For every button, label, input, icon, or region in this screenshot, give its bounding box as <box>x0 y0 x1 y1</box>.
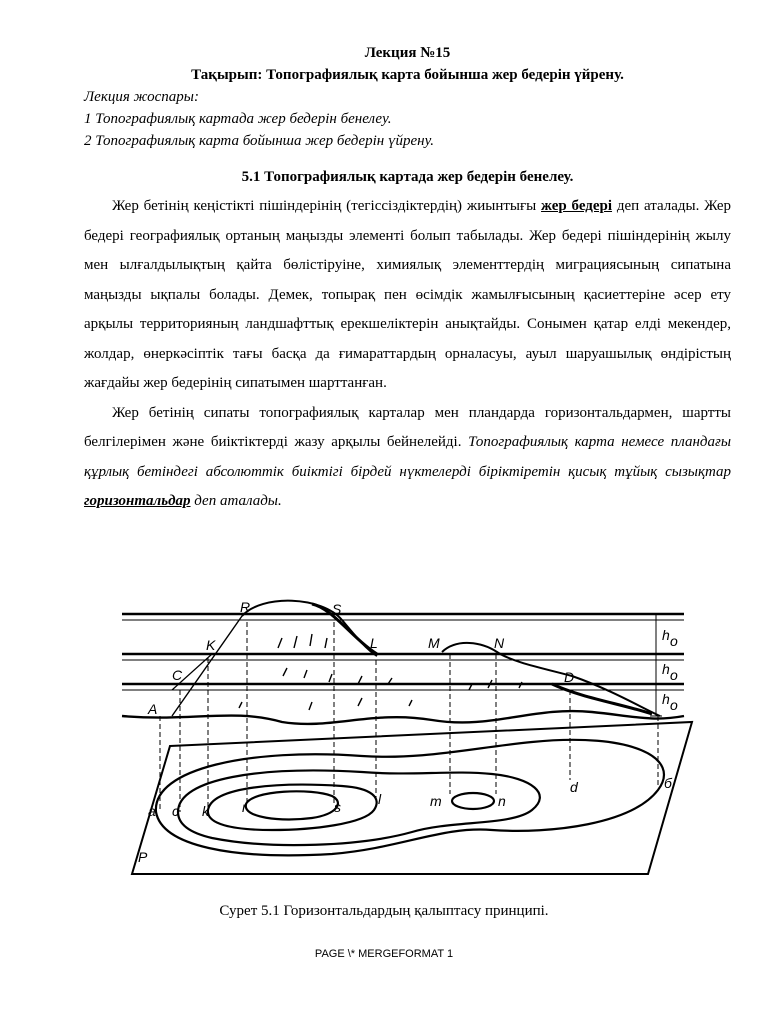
label-h-2: h <box>662 661 670 677</box>
p2-end: деп аталады. <box>190 493 282 509</box>
label-S: S <box>332 601 342 617</box>
label-n: n <box>498 793 506 809</box>
label-M: M <box>428 635 440 651</box>
label-d: d <box>570 779 578 795</box>
label-m: m <box>430 793 442 809</box>
plan-item-1: 1 Топографиялық картада жер бедерін бенелеу. <box>84 111 392 127</box>
label-a: a <box>148 803 156 819</box>
label-h-2-sub: o <box>670 667 678 683</box>
label-l: l <box>378 791 382 807</box>
plan-title: Лекция жоспары: <box>84 89 199 105</box>
label-L: L <box>370 635 378 651</box>
lecture-topic: Тақырып: Топографиялық карта бойынша жер бедерін үйрену. <box>191 67 624 83</box>
label-h-3-sub: o <box>670 697 678 713</box>
plan-item-2: 2 Топографиялық карта бойынша жер бедерін үйрену. <box>84 133 435 149</box>
label-k: k <box>202 803 209 819</box>
document-body <box>84 42 731 517</box>
terrain-profile <box>172 601 660 716</box>
paragraph-2 <box>84 399 731 517</box>
p1-rest: деп аталады. Жер бедері географиялық ортаның маңызды элементі болып табылады. Жер бедері пішіндерінің жылу мен ылғалдылықтың қайта бөлістіруіне, химиялық элементтердің миграциясының сипатына маңызды ықпалы болады. Демек, топырақ пен өсімдік жамылғысының қасиеттеріне әсер ету арқылы территорияның ландшафттық ерекшеліктерін анықтайды. Сонымен қатар елді мекендер, жолдар, өнеркәсіптік тағы басқа да ғимараттардың орналасуы, ауыл шаруашылық өндірістың жағдайы жер бедерінің сипатымен шарттанған. <box>84 198 731 391</box>
height-markers <box>650 614 662 716</box>
contour-formation-figure <box>112 598 696 880</box>
p2-start: Жер бетінің сипаты топографиялық карталар мен пландарда горизонтальдармен, шартты белгілерімен және биіктіктерді жазу арқылы бейнелейді. <box>84 404 731 450</box>
label-b: б <box>664 775 672 791</box>
label-A: A <box>148 701 158 717</box>
label-h-3: h <box>662 691 670 707</box>
paragraph-1 <box>84 192 731 399</box>
label-P: P <box>138 849 148 865</box>
label-N: N <box>494 635 505 651</box>
lecture-number: Лекция №15 <box>364 45 451 61</box>
contour-lines <box>156 740 664 856</box>
label-C: C <box>172 667 183 683</box>
page-footer: PAGE \* MERGEFORMAT 1 <box>314 948 454 960</box>
label-c: c <box>172 803 179 819</box>
label-h-1-sub: o <box>670 633 678 649</box>
label-s: s <box>334 799 341 815</box>
section-heading: 5.1 Топографиялық картада жер бедерін бенелеу. <box>241 169 574 185</box>
term-relief: жер бедері <box>541 198 613 214</box>
label-h-1: h <box>662 627 670 643</box>
cutting-planes <box>122 614 684 724</box>
label-r: r <box>242 799 247 815</box>
label-K: K <box>206 637 216 653</box>
label-D: D <box>564 669 575 685</box>
figure-labels <box>138 599 678 865</box>
p1-start: Жер бетінің кеңістікті пішіндерінің (тегіссіздіктердің) жиынтығы <box>112 198 542 214</box>
label-R: R <box>240 599 251 615</box>
term-contours: горизонтальдар <box>84 493 191 509</box>
figure-caption: Сурет 5.1 Горизонтальдардың қалыптасу принципі. <box>219 903 549 919</box>
p2-definition: Топографиялық карта немесе пландағы құрлық бетіндегі абсолюттік биіктігі бірдей нүктелерді біріктіретін қисық тұйық сызықтар <box>84 434 731 480</box>
